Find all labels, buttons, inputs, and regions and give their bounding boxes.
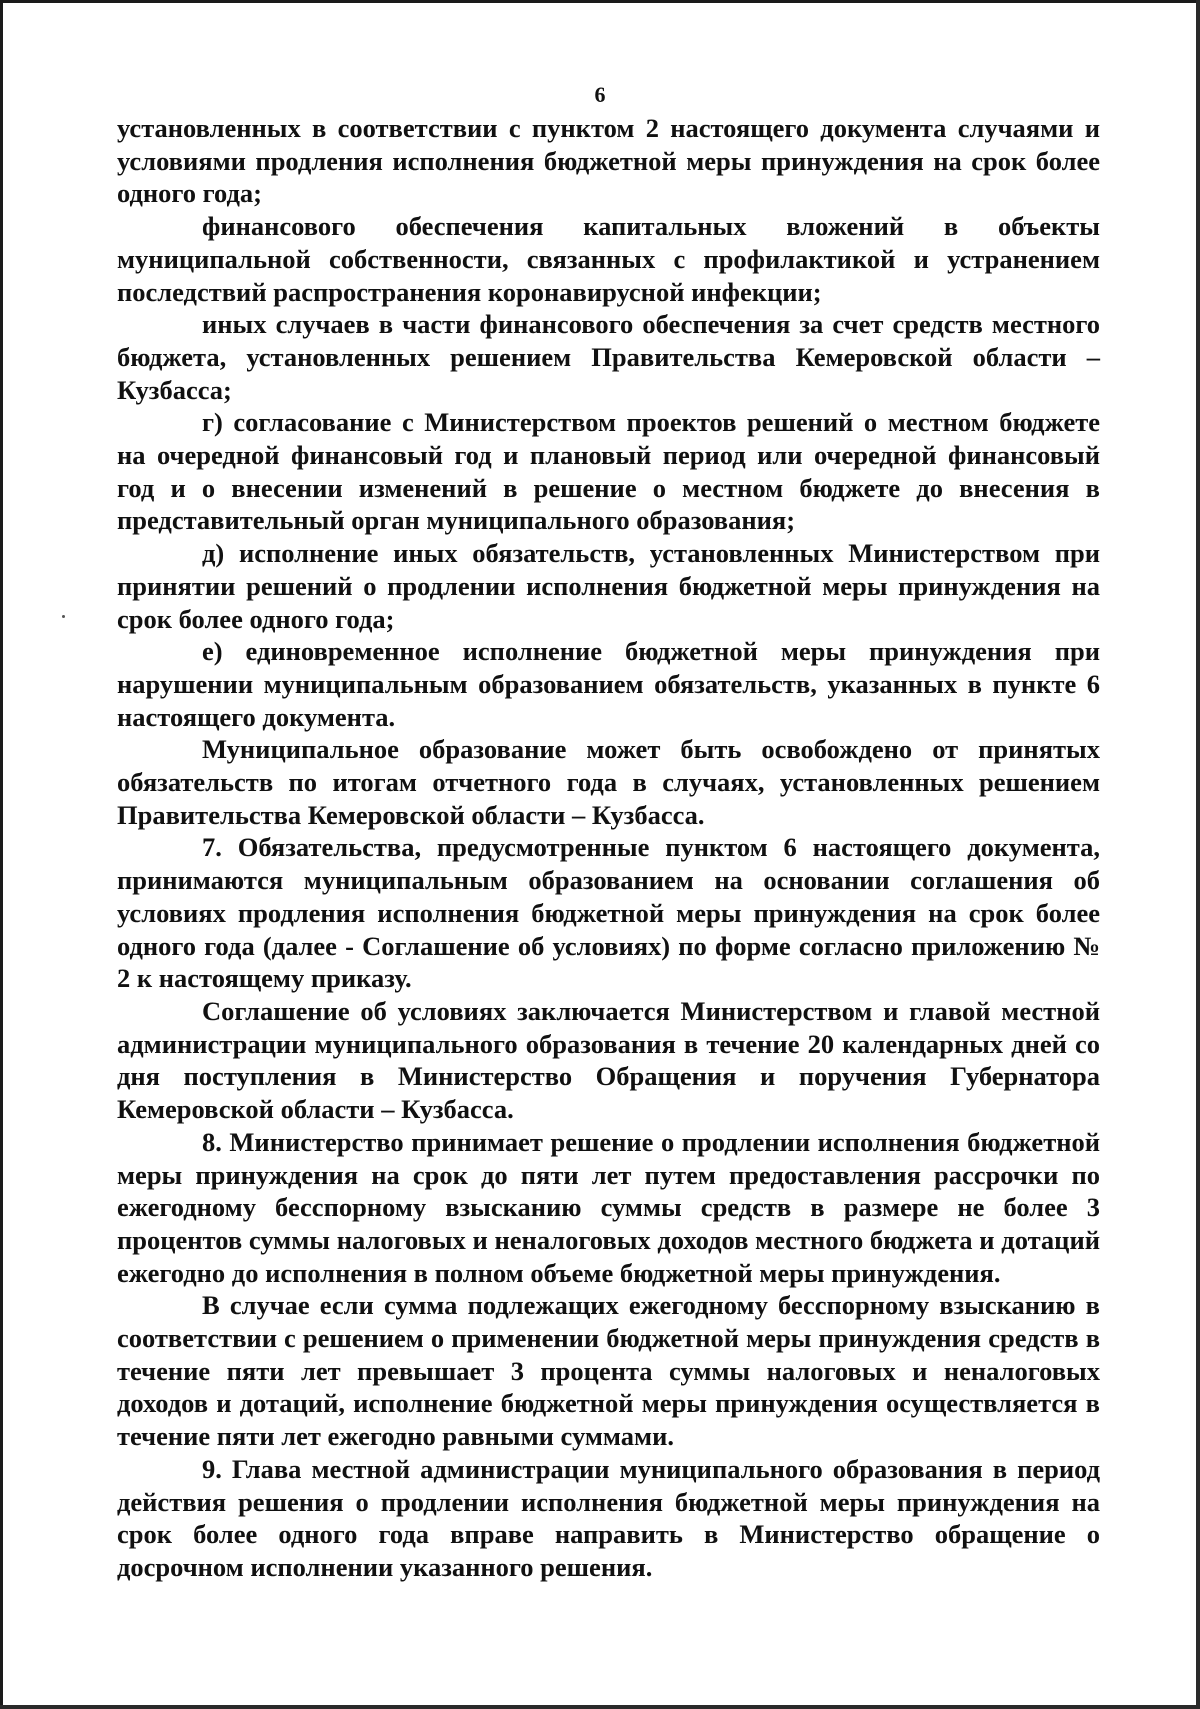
- scan-edge-left: [0, 0, 3, 1709]
- scan-edge-right: [1196, 0, 1200, 1709]
- paragraph-capital-investments: финансового обеспечения капитальных вложений в объекты муниципальной собственности, связанных с профилактикой и устранением последствий распространения коронавирусной инфекции;: [117, 211, 1100, 307]
- paragraph-agreement: Соглашение об условиях заключается Министерством и главой местной администрации муниципального образования в течение 20 календарных дней со дня поступления в Министерство Обращения и поручения Губернатора Кемеровской области – Кузбасса.: [117, 995, 1100, 1125]
- paragraph-item-d: д) исполнение иных обязательств, установленных Министерством при принятии решений о продлении исполнения бюджетной меры принуждения на срок более одного года;: [117, 538, 1100, 634]
- scan-edge-top: [0, 0, 1200, 3]
- paragraph-section-8: 8. Министерство принимает решение о продлении исполнения бюджетной меры принуждения на срок до пяти лет путем предоставления рассрочки по ежегодному бесспорному взысканию суммы средств в размере не более 3 процентов суммы налоговых и неналоговых доходов местного бюджета и дотаций ежегодно до исполнения в полном объеме бюджетной меры принуждения.: [117, 1126, 1100, 1288]
- paragraph-section-9: 9. Глава местной администрации муниципального образования в период действия решения о продлении исполнения бюджетной меры принуждения на срок более одного года вправе направить в Министерство обращение о досрочном исполнении указанного решения.: [117, 1453, 1100, 1582]
- paragraph-continuation: установленных в соответствии с пунктом 2 настоящего документа случаями и условиями продления исполнения бюджетной меры принуждения на срок более одного года;: [117, 113, 1100, 209]
- scan-edge-bottom: [0, 1705, 1200, 1709]
- paragraph-other-cases: иных случаев в части финансового обеспечения за счет средств местного бюджета, установленных решением Правительства Кемеровской области – Кузбасса;: [117, 309, 1100, 405]
- paragraph-release: Муниципальное образование может быть освобождено от принятых обязательств по итогам отчетного года в случаях, установленных решением Правительства Кемеровской области – Кузбасса.: [117, 734, 1100, 830]
- scan-speck: [62, 615, 65, 618]
- page-number: 6: [594, 82, 606, 107]
- paragraph-section-7: 7. Обязательства, предусмотренные пунктом 6 настоящего документа, принимаются муниципальным образованием на основании соглашения об условиях продления исполнения бюджетной меры принуждения на срок более одного года (далее - Соглашение об условиях) по форме согласно приложению № 2 к настоящему приказу.: [117, 832, 1100, 994]
- document-body: [117, 112, 1100, 1584]
- paragraph-item-g: г) согласование с Министерством проектов решений о местном бюджете на очередной финансовый год и плановый период или очередной финансовый год и о внесении изменений в решение о местном бюджете до внесения в представительный орган муниципального образования;: [117, 407, 1100, 536]
- paragraph-item-e: е) единовременное исполнение бюджетной меры принуждения при нарушении муниципальным образованием обязательств, указанных в пункте 6 настоящего документа.: [117, 636, 1100, 732]
- paragraph-installment: В случае если сумма подлежащих ежегодному бесспорному взысканию в соответствии с решением о применении бюджетной меры принуждения средств в течение пяти лет превышает 3 процента суммы налоговых и неналоговых доходов и дотаций, исполнение бюджетной меры принуждения осуществляется в течение пяти лет ежегодно равными суммами.: [117, 1290, 1100, 1452]
